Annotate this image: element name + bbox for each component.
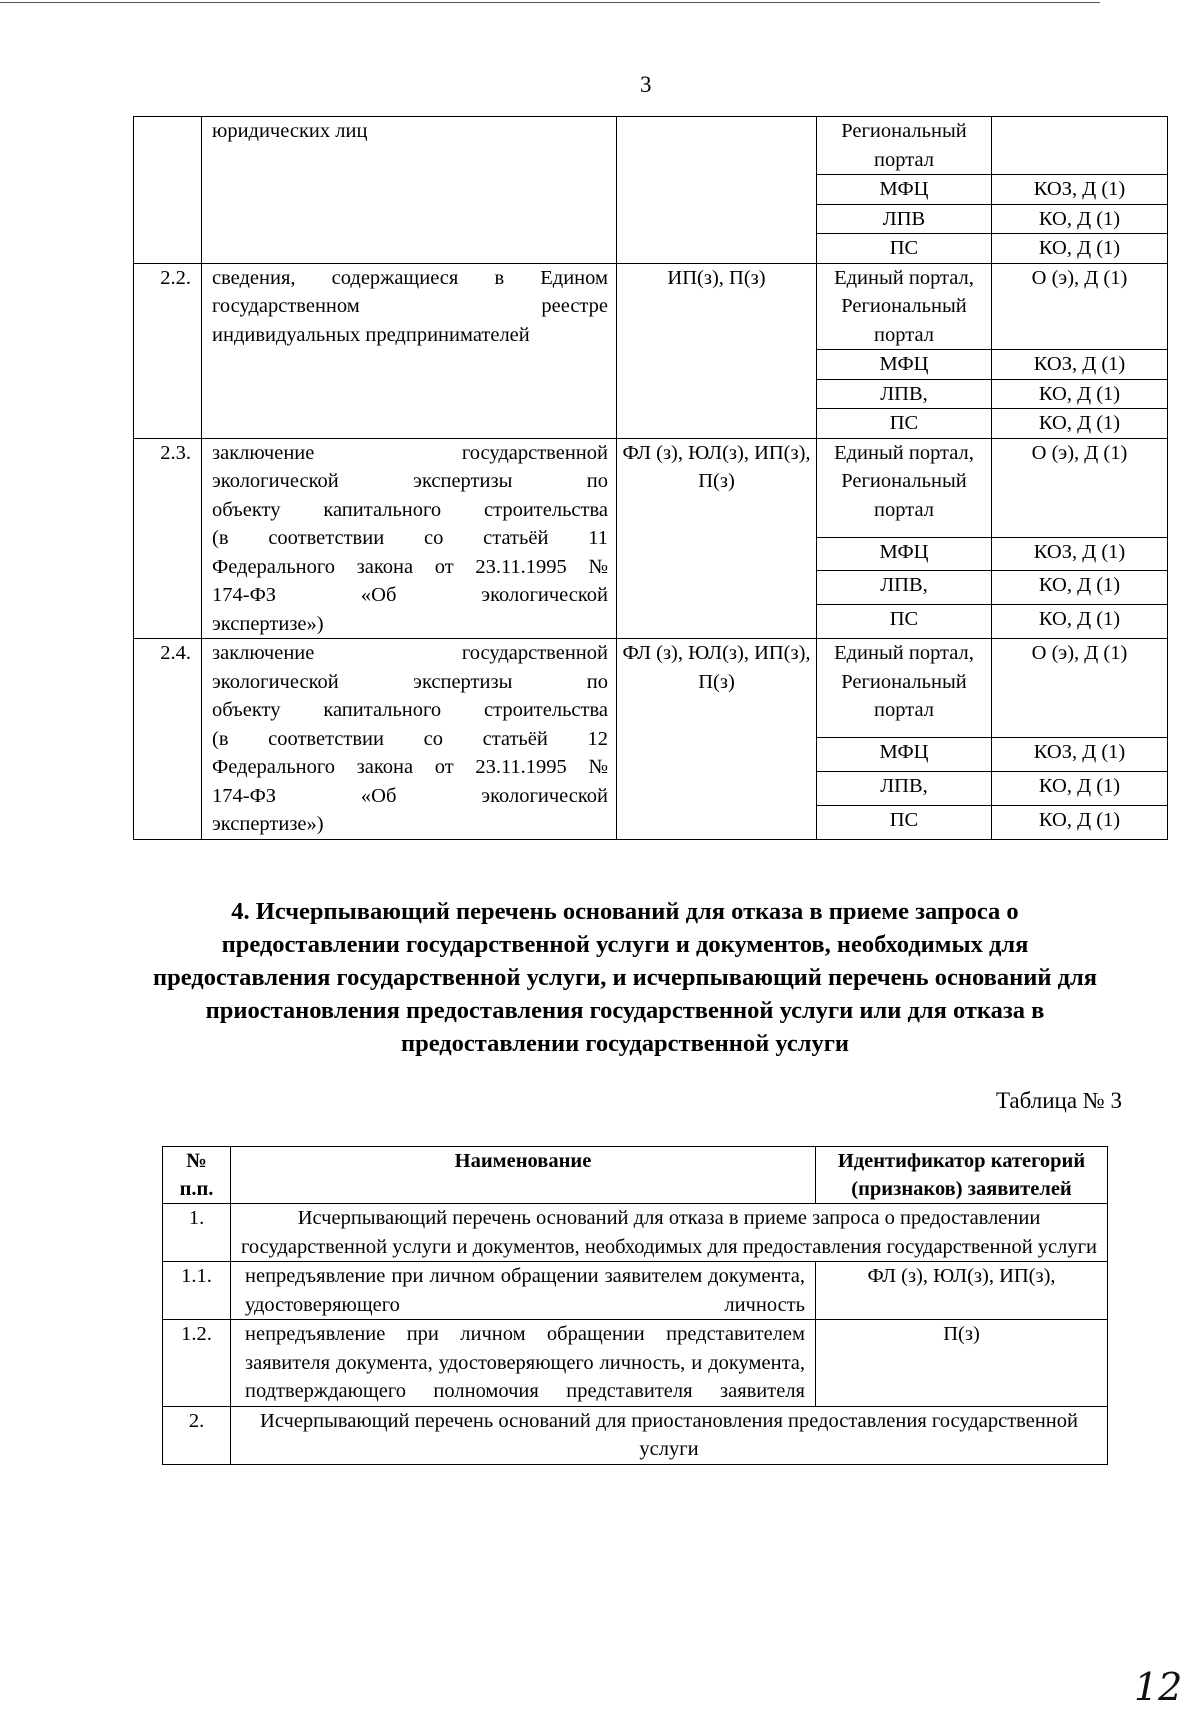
row-number: 2. xyxy=(163,1406,231,1464)
document-form: КО, Д (1) xyxy=(992,379,1168,409)
document-form: КО, Д (1) xyxy=(992,204,1168,234)
header-name: Наименование xyxy=(231,1147,816,1204)
section-heading-cell: Исчерпывающий перечень оснований для приостановления предоставления государственной услуги xyxy=(231,1406,1108,1464)
row-number: 1.2. xyxy=(163,1320,231,1407)
ground-text: непредъявление при личном обращении заявителем документа, удостоверяющего личность xyxy=(231,1262,816,1320)
applicant-categories: ФЛ (з), ЮЛ(з), ИП(з), П(з) xyxy=(617,639,817,840)
document-description xyxy=(202,639,617,840)
document-form: КО, Д (1) xyxy=(992,605,1168,639)
header-ident: Идентификатор категорий (признаков) заявителей xyxy=(816,1147,1108,1204)
applicant-identifier: ФЛ (з), ЮЛ(з), ИП(з), xyxy=(816,1262,1108,1320)
description-line: 174-ФЗ «Об экологической xyxy=(212,784,608,807)
description-line: экологической экспертизы по xyxy=(212,670,608,693)
table-row xyxy=(163,1406,1108,1464)
table-row xyxy=(134,263,1168,350)
documents-table xyxy=(133,116,1168,840)
document-form: КО, Д (1) xyxy=(992,571,1168,605)
submission-channel: ЛПВ xyxy=(817,204,992,234)
row-number: 1. xyxy=(163,1204,231,1262)
row-number: 2.4. xyxy=(134,639,202,840)
document-form: КОЗ, Д (1) xyxy=(992,350,1168,380)
document-form: КОЗ, Д (1) xyxy=(992,175,1168,205)
documents-table-body xyxy=(134,117,1168,840)
description-line: объекту капитального строительства xyxy=(212,498,608,521)
description-line: экологической экспертизы по xyxy=(212,470,608,492)
submission-channel: МФЦ xyxy=(817,537,992,571)
refusal-grounds-table-body xyxy=(163,1204,1108,1465)
table-row xyxy=(134,117,1168,175)
submission-channel: ПС xyxy=(817,605,992,639)
submission-channel: МФЦ xyxy=(817,175,992,205)
submission-channel: Единый портал, Региональный портал xyxy=(817,438,992,537)
submission-channel: Единый портал, Региональный портал xyxy=(817,263,992,350)
description-line: юридических лиц xyxy=(212,120,368,142)
submission-channel: Единый портал, Региональный портал xyxy=(817,639,992,738)
section-heading-cell: Исчерпывающий перечень оснований для отказа в приеме запроса о предоставлении государственной услуги и документов, необходимых для предоставления государственной услуги xyxy=(231,1204,1108,1262)
description-line: объекту капитального строительства xyxy=(212,699,608,721)
document-form: КОЗ, Д (1) xyxy=(992,537,1168,571)
document-form: КО, Д (1) xyxy=(992,234,1168,264)
page-number: 3 xyxy=(640,72,652,97)
submission-channel: ЛПВ, xyxy=(817,571,992,605)
applicant-identifier: П(з) xyxy=(816,1320,1108,1407)
header-row xyxy=(163,1147,1108,1204)
row-number xyxy=(134,117,202,264)
description-line: (в соответствии со статьёй 12 xyxy=(212,727,608,750)
document-description xyxy=(202,263,617,438)
submission-channel: МФЦ xyxy=(817,350,992,380)
document-description xyxy=(202,117,617,264)
submission-channel: ЛПВ, xyxy=(817,771,992,805)
description-line: Федерального закона от 23.11.1995 № xyxy=(212,555,608,578)
submission-channel: ПС xyxy=(817,409,992,439)
table-caption: Таблица № 3 xyxy=(995,1088,1122,1113)
description-line: заключение государственной xyxy=(212,441,608,464)
description-line: экспертизе») xyxy=(212,612,324,635)
document-form: КО, Д (1) xyxy=(992,409,1168,439)
description-line: сведения, содержащиеся в Едином xyxy=(212,266,608,289)
description-line: заключение государственной xyxy=(212,642,608,664)
scan-top-edge xyxy=(0,2,1100,3)
document-form xyxy=(992,117,1168,175)
submission-channel: Региональный портал xyxy=(817,117,992,175)
document-form: О (э), Д (1) xyxy=(992,438,1168,537)
applicant-categories xyxy=(617,117,817,264)
submission-channel: ПС xyxy=(817,234,992,264)
handwritten-page-number: 12 xyxy=(1134,1665,1183,1709)
description-line: экспертизе») xyxy=(212,813,324,835)
document-description xyxy=(202,438,617,639)
description-line: Федерального закона от 23.11.1995 № xyxy=(212,756,608,778)
applicant-categories: ИП(з), П(з) xyxy=(617,263,817,438)
document-form: О (э), Д (1) xyxy=(992,263,1168,350)
refusal-grounds-table xyxy=(162,1146,1108,1465)
document-form: КО, Д (1) xyxy=(992,805,1168,839)
document-form: КОЗ, Д (1) xyxy=(992,738,1168,772)
table-row xyxy=(134,438,1168,537)
table-row xyxy=(163,1320,1108,1407)
table-row xyxy=(134,639,1168,738)
row-number: 2.2. xyxy=(134,263,202,438)
table-row xyxy=(163,1204,1108,1262)
description-line: индивидуальных предпринимателей xyxy=(212,323,530,346)
description-line: 174-ФЗ «Об экологической xyxy=(212,584,608,606)
description-line: государственном реестре xyxy=(212,295,608,317)
applicant-categories: ФЛ (з), ЮЛ(з), ИП(з), П(з) xyxy=(617,438,817,639)
submission-channel: ЛПВ, xyxy=(817,379,992,409)
description-line: (в соответствии со статьёй 11 xyxy=(212,527,608,549)
row-number: 2.3. xyxy=(134,438,202,639)
document-form: О (э), Д (1) xyxy=(992,639,1168,738)
row-number: 1.1. xyxy=(163,1262,231,1320)
ground-text: непредъявление при личном обращении представителем заявителя документа, удостоверяющего личность, и документа, подтверждающего полномочия представителя заявителя xyxy=(231,1320,816,1407)
header-num: № п.п. xyxy=(163,1147,231,1204)
submission-channel: ПС xyxy=(817,805,992,839)
table-row xyxy=(163,1262,1108,1320)
section-title: 4. Исчерпывающий перечень оснований для отказа в приеме запроса о предоставлении государственной услуги и документов, необходимых для предоставления государственной услуги, и исчерпывающий перечень оснований для приостановления предоставления государственной услуги или для отказа в предоставлении государственной услуги xyxy=(153,898,1097,1057)
document-form: КО, Д (1) xyxy=(992,771,1168,805)
submission-channel: МФЦ xyxy=(817,738,992,772)
